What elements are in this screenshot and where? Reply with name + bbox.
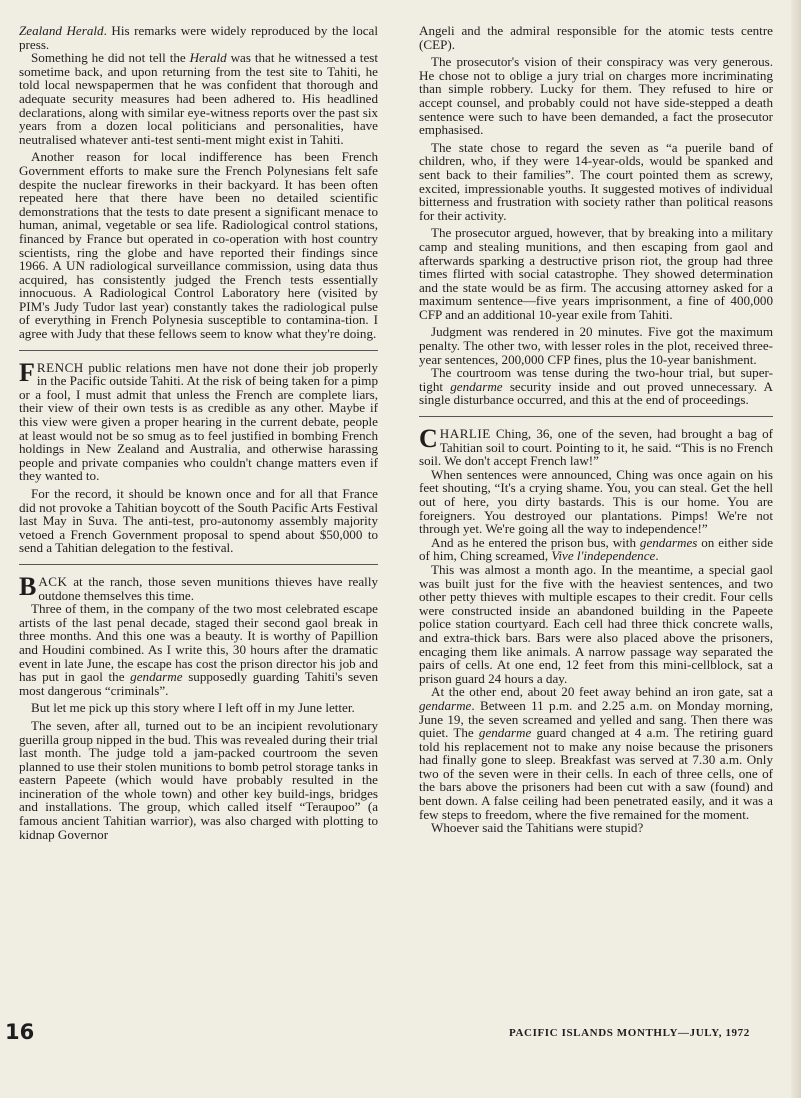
page-edge-shadow [791,0,801,1098]
paragraph-text: . Between 11 p.m. and 2.25 a.m. on Monday morning, June 19, the seven screamed and yelled and sang. Then there was quiet. The [419,697,773,741]
paragraph-text: guard changed at 4 a.m. The retiring guard told his replacement not to make any noise because the prisoners had finally gone to sleep. Breakfast was served at 7.30 a.m. Only two of the seven were in their cells. In each of three cells, one of the bars above the prisoners had been cut with a saw (found) and bent down. A false ceiling had been penetrated easily, and it was a few steps to freedom, where the five remained for the moment. [419,725,774,822]
paragraph-text: security inside and out proved unnecessary. A single disturbance occurred, and this at the end of proceedings. [419,378,774,408]
italic-term: gendarme [419,697,472,713]
paragraph [19,357,378,484]
publication-name: Herald [189,50,227,66]
paragraph: Another reason for local indifference has been French Government efforts to make sure the French Polynesians felt safe despite the nuclear fireworks in their backyard. It has been often repeated here that there have been no detailed scientific demonstrations that the tests to date present a significant menace to human, animal, vegetable or sea life. Radiological control stations, financed by France but operated in co-operation with host country scientists, ring the globe and have reported their findings since 1966. A UN radiological surveillance commission, using data thus acquired, has consistently judged the French tests essentially innocuous. A Radiological Control Laboratory here (visited by PIM's Judy Tudor last year) constantly takes the radiological pulse of everything in French Polynesia susceptible to contamina-tion. I agree with Judy that these fellows seem to know what they're doing. [19,149,378,342]
lead-in: HARLIE [439,426,491,442]
right-column [419,24,773,835]
paragraph [19,24,378,51]
page-number: 16 [5,1020,35,1044]
paragraph: Whoever said the Tahitians were stupid? [431,820,644,836]
paragraph-text: Ching, 36, one of the seven, had brought a bag of Tahitian soil to court. Pointing to it, he said. “This is no French soil. We don't accept French law!” [419,426,773,469]
paragraph: The prosecutor argued, however, that by breaking into a military camp and stealing munitions, and then escaping from gaol and afterwards sparking a destructive prison riot, the group had three times flirted with social catastrophe. They showed determination and the state would be as firm. The accusing attorney asked for a maximum sentence—five years imprisonment, a fine of 400,000 CFP and an additional 10-year exile from Tahiti. [419,225,773,322]
paragraph: The prosecutor's vision of their conspiracy was very generous. He chose not to oblige a jury trial on charges more incriminating than simple robbery. Lucky for them. They refused to hire or accept counsel, and probably could not have side-stepped a death sentence were such to have been demanded, a fact the prosecutor emphasised. [419,54,773,138]
paragraph: Angeli and the admiral responsible for the atomic tests centre (CEP). [419,23,773,52]
paragraph-text: At the other end, about 20 feet away behind an iron gate, sat a [431,684,773,700]
paragraph [19,51,378,146]
section-divider [19,350,378,351]
italic-term: gendarmes [639,534,698,550]
drop-cap: F [19,357,35,387]
paragraph-text: supposedly guarding Tahiti's seven most dangerous “criminals”. [19,669,378,698]
paragraph-text: was that he witnessed a test sometime back, and upon returning from the test site to Tahiti, he told local newspapermen that he was confident that thorough and adequate security measures had been adhered to. His headlined declarations, along with similar eye-witness reports over the past six years from a dozen local politicians and personalities, have neutralised whatever anti-test senti-ment might exist in Tahiti. [19,50,378,147]
paragraph: But let me pick up this story where I left off in my June letter. [31,700,355,716]
italic-term: gendarme [478,725,532,741]
running-footer: PACIFIC ISLANDS MONTHLY—JULY, 1972 [509,1027,750,1039]
paragraph [19,571,378,603]
paragraph-text: . [655,548,659,564]
left-column [19,24,378,841]
paragraph-text: on either side of him, Ching screamed, [419,534,773,564]
section-divider [19,564,378,565]
italic-term: Vive l'independence [551,548,656,564]
paragraph: Judgment was rendered in 20 minutes. Five got the maximum penalty. The other two, with lesser roles in the plot, received three-year sentences, 200,000 CFP fines, plus the 10-year banishment. [419,324,773,367]
italic-term: gendarme [450,378,503,394]
paragraph: When sentences were announced, Ching was once again on his feet shouting, “It's a crying shame. You, you can steal. Get the hell out of here, you dirty bastards. This is our home. You are foreigners. You destroyed our plantations. Pimps! We're not through yet. We're going all the way to independence!” [419,466,773,537]
paragraph [19,602,378,697]
paragraph: The seven, after all, turned out to be an incipient revolutionary guerilla group nipped in the bud. This was revealed during their trial last month. The judge told a jam-packed courtroom the seven planned to use their stolen munitions to bomb petrol storage tanks in eastern Papeete (which would have probably resulted in the incineration of the whole town) and other key build-ings, bridges and installations. The group, which called itself “Teraupoo” (a famous ancient Tahitian warrior), was also charged with plotting to kidnap Governor [19,717,378,842]
italic-term: gendarme [130,669,183,685]
paragraph: The state chose to regard the seven as “a puerile band of children, who, if they were 14-year-olds, would be spanked and sent back to their families”. The court pointed them as screwy, excited, impressionable youths. It suggested motives of individual bitterness and frustration with society rather than political reasons for their activity. [419,139,773,223]
paragraph-text: . His remarks were widely reproduced by the local press. [19,23,378,52]
paragraph [419,366,773,407]
paragraph-text: And as he entered the prison bus, with [431,534,640,550]
paragraph-text: The courtroom was tense during the two-hour trial, but super-tight [419,365,773,394]
drop-cap: B [19,571,37,601]
paragraph [419,424,773,469]
section-divider [419,416,773,417]
publication-name: Zealand Herald [19,23,104,38]
lead-in: RENCH [36,359,84,375]
paragraph: For the record, it should be known once and for all that France did not provoke a Tahitian boycott of the South Pacific Arts Festival last May in Suva. The anti-test, pro-autonomy assembly majority vetoed a French Government proposal to spend about $50,000 to send a Tahitian delegation to the festival. [19,486,378,556]
paragraph-text: Something he did not tell the [31,50,190,66]
drop-cap: C [419,424,438,454]
paragraph-text: at the ranch, those seven munitions thieves have really outdone themselves this time. [38,573,378,603]
lead-in: ACK [38,573,68,589]
paragraph-text: public relations men have not done their job properly in the Pacific outside Tahiti. At the risk of being taken for a pimp or a fool, I must admit that unless the French are complete liars, their view of their own tests is as credible as any other. Maybe if this view were given a proper hearing in the current debate, people at least would not be so smug as to feel justified in bombing French holdings in New Zealand and Australia, and otherwise harassing people and private companies who couldn't change matters even if they wanted to. [19,359,378,484]
paragraph-text: Three of them, in the company of the two most celebrated escape artists of the last penal decade, staged their second gaol break in three months. And this one was a beauty. It is worthy of Papillion and Houdini combined. As I write this, 30 hours after the dramatic event in late June, the escape has cost the prison director his job and has put in gaol the [19,601,378,685]
paragraph [419,536,773,563]
paragraph: This was almost a month ago. In the meantime, a special gaol was built just for the five with the heaviest sentences, and two other petty thieves with multiple escapes to their credit. Four cells were constructed inside an abandoned building in the Papeete police station courtyard. Each cell had three thick concrete walls, and extra-thick bars. Bars were also placed above the prisoners, encaging them like animals. A narrow passage way separated the pairs of cells. At one end, 12 feet from this mini-cellblock, sat a prison guard 24 hours a day. [419,561,773,686]
paragraph [419,685,773,821]
